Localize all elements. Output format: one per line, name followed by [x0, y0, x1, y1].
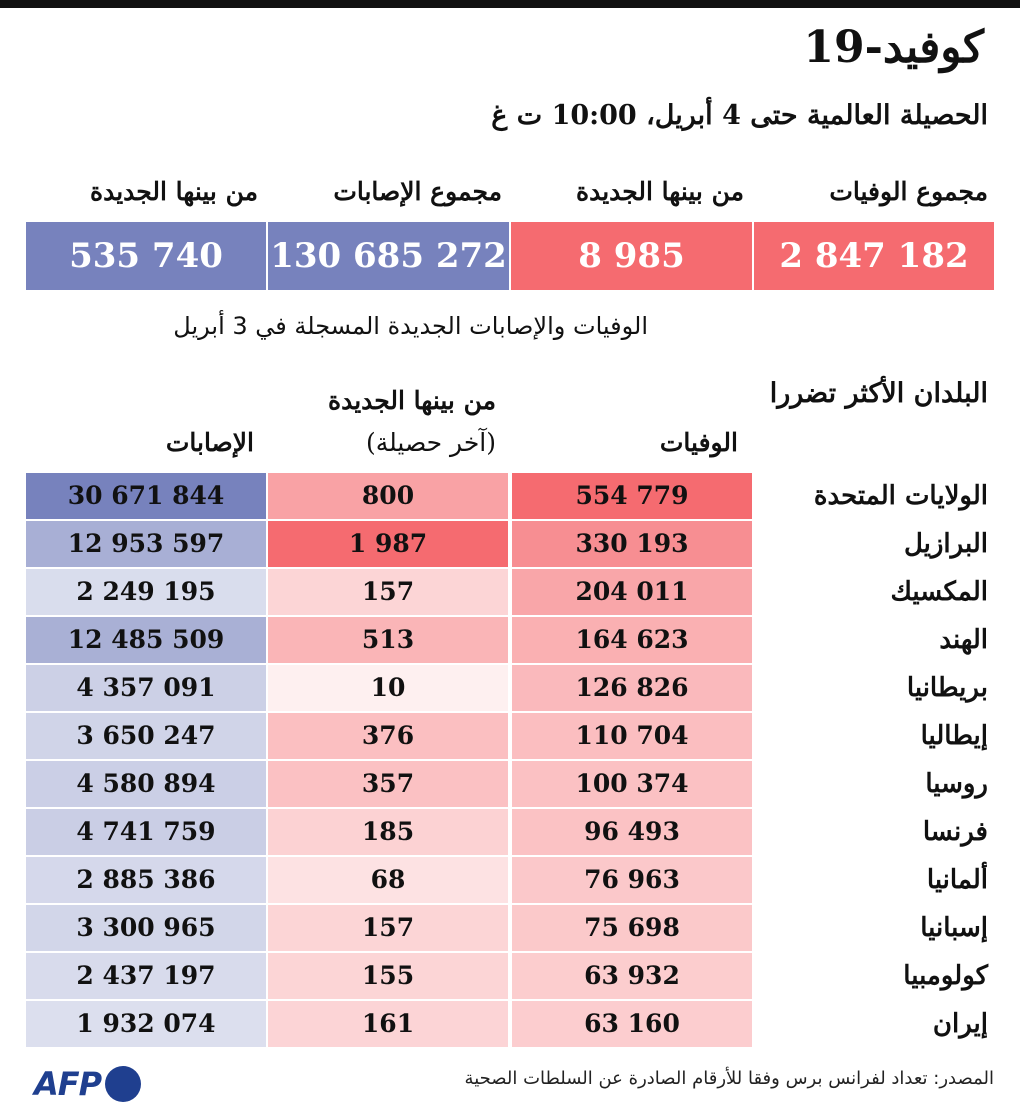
row-deaths-cell: 96 493: [512, 809, 752, 855]
row-cases-cell: 3 300 965: [26, 905, 266, 951]
afp-logo-text: AFP: [34, 1065, 102, 1103]
row-country-label: كولومبيا: [903, 961, 988, 991]
row-new-cell: 157: [268, 569, 508, 615]
row-deaths-cell: 554 779: [512, 473, 752, 519]
row-cases-cell: 30 671 844: [26, 473, 266, 519]
row-deaths-cell: 110 704: [512, 713, 752, 759]
new-cases-label: من بينها الجديدة: [89, 177, 258, 206]
row-deaths-cell: 330 193: [512, 521, 752, 567]
row-new-cell: 357: [268, 761, 508, 807]
col-header-deaths: الوفيات: [659, 428, 738, 457]
row-new-cell: 513: [268, 617, 508, 663]
new-deaths-value: 8 985: [511, 222, 752, 290]
row-cases-cell: 12 485 509: [26, 617, 266, 663]
row-new-cell: 376: [268, 713, 508, 759]
row-new-cell: 155: [268, 953, 508, 999]
row-country-label: إيطاليا: [920, 721, 988, 751]
row-country-label: فرنسا: [922, 817, 988, 847]
row-cases-cell: 12 953 597: [26, 521, 266, 567]
row-cases-cell: 4 741 759: [26, 809, 266, 855]
total-cases-value: 130 685 272: [268, 222, 509, 290]
total-cases-label: مجموع الإصابات: [333, 177, 502, 206]
col-header-cases: الإصابات: [165, 428, 254, 457]
row-country-label: البرازيل: [903, 529, 988, 559]
top-bar: [0, 0, 1020, 8]
row-country-label: الولايات المتحدة: [813, 481, 988, 511]
row-deaths-cell: 75 698: [512, 905, 752, 951]
row-deaths-cell: 164 623: [512, 617, 752, 663]
page-title: كوفيد-19: [803, 22, 984, 73]
row-country-label: روسيا: [925, 769, 988, 799]
row-new-cell: 68: [268, 857, 508, 903]
afp-logo-circle-icon: [105, 1066, 141, 1102]
row-new-cell: 10: [268, 665, 508, 711]
total-deaths-value: 2 847 182: [754, 222, 994, 290]
row-deaths-cell: 100 374: [512, 761, 752, 807]
row-cases-cell: 3 650 247: [26, 713, 266, 759]
row-deaths-cell: 63 932: [512, 953, 752, 999]
row-deaths-cell: 126 826: [512, 665, 752, 711]
row-deaths-cell: 204 011: [512, 569, 752, 615]
row-country-label: بريطانيا: [906, 673, 988, 703]
row-new-cell: 185: [268, 809, 508, 855]
row-deaths-cell: 76 963: [512, 857, 752, 903]
row-deaths-cell: 63 160: [512, 1001, 752, 1047]
row-country-label: إسبانيا: [920, 913, 988, 943]
source-text: المصدر: تعداد لفرانس برس وفقا للأرقام الصادرة عن السلطات الصحية: [464, 1068, 994, 1089]
row-cases-cell: 2 885 386: [26, 857, 266, 903]
afp-logo: [34, 1064, 141, 1104]
col-header-new: من بينها الجديدة: [327, 386, 496, 415]
row-cases-cell: 2 437 197: [26, 953, 266, 999]
row-country-label: المكسيك: [890, 577, 988, 607]
new-cases-value: 535 740: [26, 222, 266, 290]
new-deaths-label: من بينها الجديدة: [575, 177, 744, 206]
row-cases-cell: 2 249 195: [26, 569, 266, 615]
row-country-label: إيران: [932, 1009, 988, 1039]
row-new-cell: 161: [268, 1001, 508, 1047]
note-text: الوفيات والإصابات الجديدة المسجلة في 3 أبريل: [173, 312, 648, 340]
row-country-label: ألمانيا: [926, 865, 988, 895]
section-title: البلدان الأكثر تضررا: [769, 378, 988, 409]
col-header-new-sub: (آخر حصيلة): [365, 428, 496, 457]
row-cases-cell: 4 580 894: [26, 761, 266, 807]
row-cases-cell: 1 932 074: [26, 1001, 266, 1047]
row-new-cell: 1 987: [268, 521, 508, 567]
row-country-label: الهند: [939, 625, 988, 655]
row-new-cell: 157: [268, 905, 508, 951]
row-new-cell: 800: [268, 473, 508, 519]
row-cases-cell: 4 357 091: [26, 665, 266, 711]
total-deaths-label: مجموع الوفيات: [829, 177, 988, 206]
page-subtitle: الحصيلة العالمية حتى 4 أبريل، 10:00 ت غ: [491, 100, 988, 131]
